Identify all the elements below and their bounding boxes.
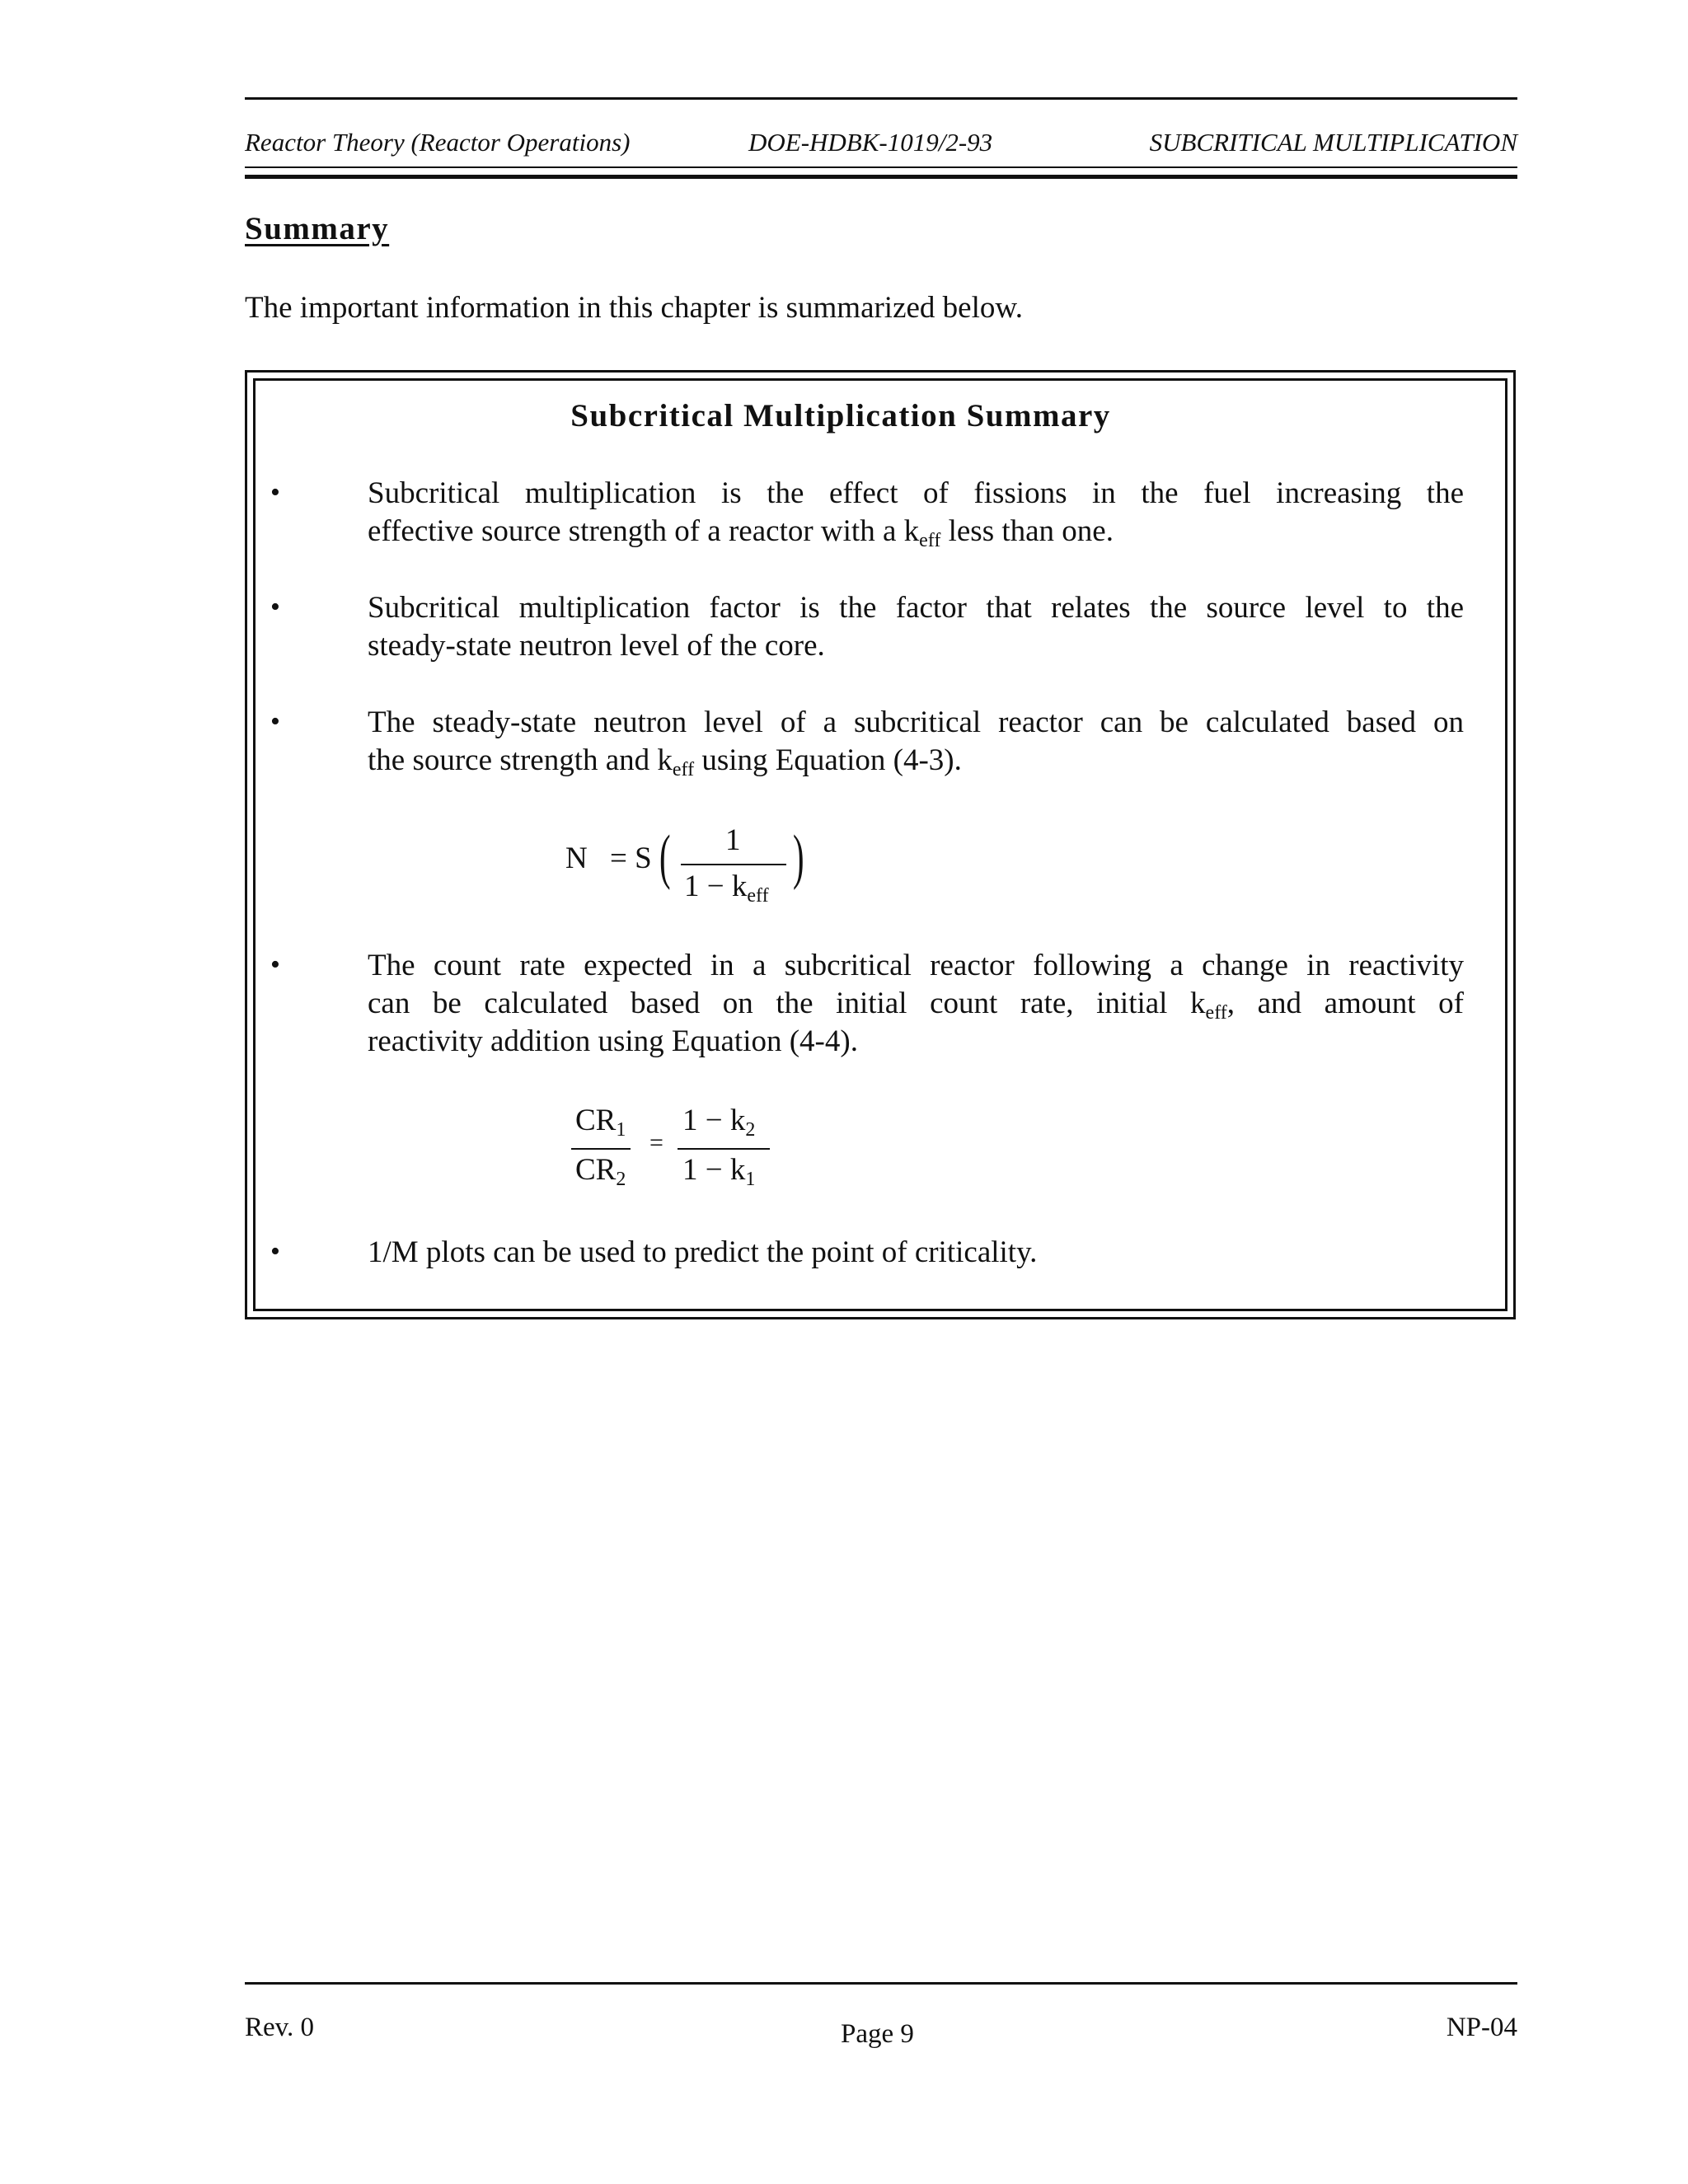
keff-subscript: eff xyxy=(919,530,941,551)
eq1-fraction-bar xyxy=(681,864,786,865)
footer-rule xyxy=(245,1982,1517,1985)
eq2-right-fraction-bar xyxy=(678,1148,770,1150)
header-bottom-rule-thin xyxy=(245,166,1517,168)
header-left-title: Reactor Theory (Reactor Operations) xyxy=(245,128,631,157)
eq2-bottom-left xyxy=(575,1152,626,1188)
bullet-4: • xyxy=(270,949,280,980)
section-title: Summary xyxy=(245,211,390,246)
summary-item-1-line-2 xyxy=(368,513,1464,551)
eq2-cr-text: CR xyxy=(575,1153,617,1187)
summary-item-3-line-2 xyxy=(368,742,1464,780)
summary-item-4-line-3: reactivity addition using Equation (4-4). xyxy=(368,1024,858,1058)
summary-item-3-line-1: The steady-state neutron level of a subcritical reactor can be calculated based on xyxy=(368,705,1464,739)
summary-box-title: Subcritical Multiplication Summary xyxy=(570,398,1111,434)
summary-item-4 xyxy=(368,947,1464,1061)
summary-item-4-line-1: The count rate expected in a subcritical reactor following a change in reactivity xyxy=(368,949,1464,982)
eq2-cr-text: CR xyxy=(575,1104,617,1137)
eq2-top-left xyxy=(575,1103,626,1141)
summary-item-3-line-2-text: the source strength and k xyxy=(368,743,673,777)
eq2-equals: = xyxy=(649,1129,663,1156)
summary-item-1 xyxy=(368,475,1464,551)
bullet-3: • xyxy=(270,706,280,737)
summary-item-1-line-2-end: less than one. xyxy=(940,514,1114,548)
keff-subscript: eff xyxy=(672,759,695,780)
header-document-number: DOE-HDBK-1019/2-93 xyxy=(748,128,993,157)
header-top-rule xyxy=(245,97,1517,100)
bullet-1: • xyxy=(270,477,280,508)
eq2-cr2-subscript: 2 xyxy=(616,1169,626,1190)
bullet-2: • xyxy=(270,592,280,622)
eq2-numerator-text: 1 − k xyxy=(682,1104,746,1137)
footer-module-id: NP-04 xyxy=(1446,2013,1517,2042)
eq1-numerator: 1 xyxy=(725,823,741,857)
summary-item-1-line-1: Subcritical multiplication is the effect of fissions in the fuel increasing the xyxy=(368,476,1464,510)
eq2-cr1-subscript: 1 xyxy=(616,1119,626,1141)
eq1-close-paren: ) xyxy=(793,823,804,891)
section-intro: The important information in this chapter is summarized below. xyxy=(245,291,1023,325)
footer-revision: Rev. 0 xyxy=(245,2013,315,2042)
eq2-top-right xyxy=(682,1103,756,1141)
header-chapter-title: SUBCRITICAL MULTIPLICATION xyxy=(1149,128,1517,157)
eq1-lhs: N xyxy=(565,841,588,875)
header-bottom-rule-thick xyxy=(245,175,1517,179)
summary-item-2-line-1: Subcritical multiplication factor is the factor that relates the source level to the xyxy=(368,591,1464,625)
eq2-k2-subscript: 2 xyxy=(745,1119,756,1141)
summary-item-3 xyxy=(368,704,1464,780)
summary-item-1-line-2-text: effective source strength of a reactor with a k xyxy=(368,514,920,548)
summary-item-4-line-2-text: can be calculated based on the initial count rate, initial k xyxy=(368,987,1206,1020)
bullet-5: • xyxy=(270,1236,280,1267)
eq2-k1-subscript: 1 xyxy=(745,1169,756,1190)
eq1-keff-subscript: eff xyxy=(747,885,769,907)
eq1-equals-s: = S xyxy=(610,841,652,875)
summary-item-4-line-2-end: , and amount of xyxy=(1226,987,1464,1020)
eq1-denominator xyxy=(684,869,769,907)
summary-item-2 xyxy=(368,589,1464,665)
eq1-open-paren: ( xyxy=(659,823,671,891)
keff-subscript: eff xyxy=(1205,1002,1227,1024)
eq2-denominator-text: 1 − k xyxy=(682,1153,746,1187)
summary-item-5 xyxy=(368,1234,1464,1272)
summary-item-5-line-1: 1/M plots can be used to predict the point of criticality. xyxy=(368,1235,1038,1269)
summary-item-2-line-2: steady-state neutron level of the core. xyxy=(368,629,825,663)
summary-item-3-line-2-end: using Equation (4-3). xyxy=(694,743,962,777)
footer-page-number: Page 9 xyxy=(841,2019,914,2049)
eq2-left-fraction-bar xyxy=(571,1148,631,1150)
summary-item-4-line-2 xyxy=(368,985,1464,1023)
eq1-denominator-text: 1 − k xyxy=(684,869,748,903)
eq2-bottom-right xyxy=(682,1152,755,1188)
